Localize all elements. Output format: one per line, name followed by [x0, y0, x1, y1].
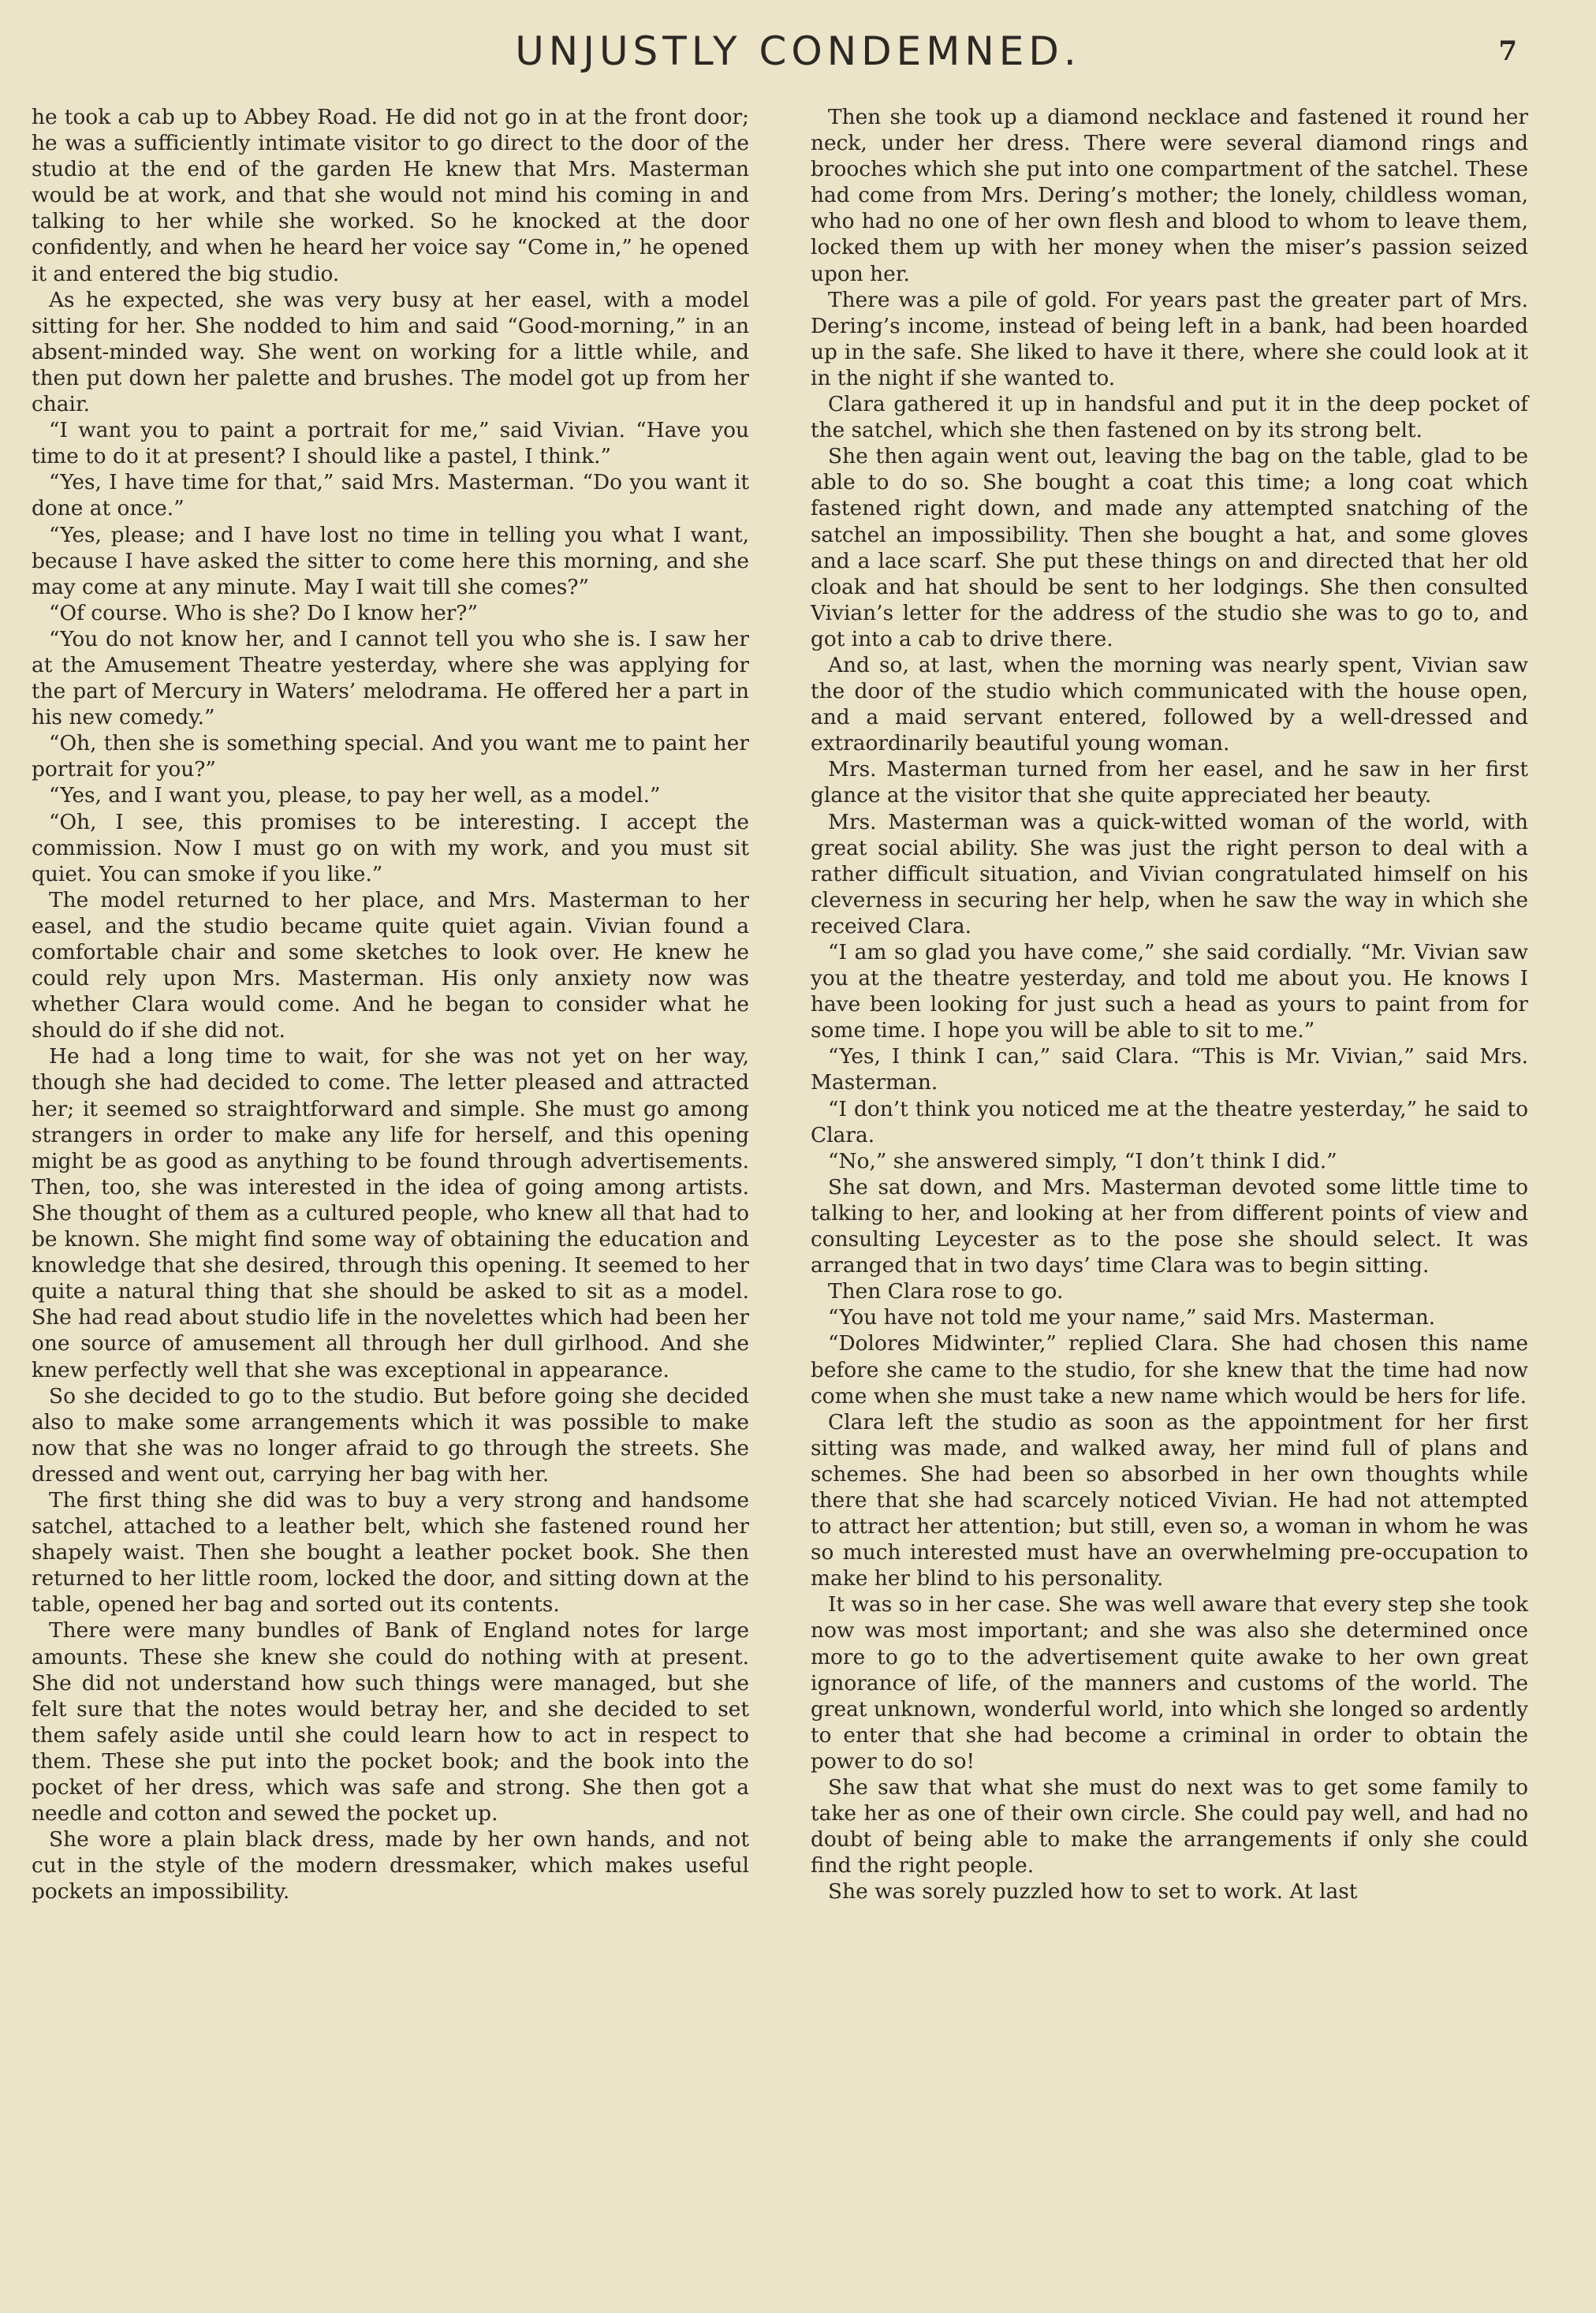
paragraph: It was so in her case. She was well aware that every step she took now was most important; and she was also she determined once more to go to the advertisement quite awake to her own great ignorance of life, of the manners and customs of the world. The great unknown, wonderful world, into which she longed so ardently to enter that she had become a criminal in order to obtain the power to do so! [811, 1592, 1528, 1774]
paragraph: “Yes, I think I can,” said Clara. “This is Mr. Vivian,” said Mrs. Masterman. [811, 1044, 1528, 1095]
paragraph: “You have not told me your name,” said Mrs. Masterman. [828, 1305, 1436, 1330]
paragraph: And so, at last, when the morning was nearly spent, Vivian saw the door of the studio which communicated with the house open, and a maid servant entered, followed by a well-dressed and extraordinarily beautiful young woman. [811, 652, 1528, 756]
paragraph: As he expected, she was very busy at her easel, with a model sitting for her. She nodded to him and said “Good-morning,” in an absent-minded way. She went on working for a little while, and then put down her palette and brushes. The model got up from her chair. [32, 287, 749, 417]
paragraph: “I want you to paint a portrait for me,” said Vivian. “Have you time to do it at present? I should like a pastel, I think.” [32, 418, 749, 469]
paragraph: he took a cab up to Abbey Road. He did not go in at the front door; he was a sufficiently intimate visitor to go direct to the door of the studio at the end of the garden He knew that Mrs. Masterman would be at work, and that she would not mind his coming in and talking to her while she worked. So he knocked at the door confidently, and when he heard her voice say “Come in,” he opened it and entered the big studio. [32, 105, 749, 286]
paragraph: There were many bundles of Bank of England notes for large amounts. These she knew she could do nothing with at present. She did not understand how such things were managed, but she felt sure that the notes would betray her, and she decided to set them safely aside until she could learn how to act in respect to them. These she put into the pocket book; and the book into the pocket of her dress, which was safe and strong. She then got a needle and cotton and sewed the pocket up. [32, 1618, 749, 1826]
paragraph: Mrs. Masterman turned from her easel, and he saw in her first glance at the visitor that she quite appreciated her beauty. [811, 757, 1528, 808]
running-head [0, 24, 1596, 79]
paragraph: She was sorely puzzled how to set to work. At last [828, 1879, 1358, 1904]
paragraph: She sat down, and Mrs. Masterman devoted some little time to talking to her, and looking at her from different points of view and consulting Leycester as to the pose she should select. It was arranged that in two days’ time Clara was to begin sitting. [811, 1174, 1528, 1278]
paragraph: Clara left the studio as soon as the appointment for her first sitting was made, and walked away, her mind full of plans and schemes. She had been so absorbed in her own thoughts while there that she had scarcely noticed Vivian. He had not attempted to attract her attention; but still, even so, a woman in whom he was so much interested must have an overwhelming pre-occupation to make her blind to his personality. [811, 1409, 1528, 1591]
left-column [32, 104, 749, 1904]
paragraph: “I don’t think you noticed me at the theatre yesterday,” he said to Clara. [811, 1096, 1528, 1147]
paragraph: “No,” she answered simply, “I don’t think I did.” [828, 1148, 1337, 1173]
paragraph: “Oh, I see, this promises to be interesting. I accept the commission. Now I must go on with my work, and you must sit quiet. You can smoke if you like.” [32, 809, 749, 886]
paragraph: There was a pile of gold. For years past the greater part of Mrs. Dering’s income, instead of being left in a bank, had been hoarded up in the safe. She liked to have it there, where she could look at it in the night if she wanted to. [811, 287, 1528, 390]
paragraph: She saw that what she must do next was to get some family to take her as one of their own circle. She could pay well, and had no doubt of being able to make the arrangements if only she could find the right people. [811, 1775, 1528, 1878]
paragraph: “Of course. Who is she? Do I know her?” [49, 600, 478, 625]
paragraph: Mrs. Masterman was a quick-witted woman of the world, with great social ability. She was just the right person to deal with a rather difficult situation, and Vivian congratulated himself on his cleverness in securing her help, when he saw the way in which she received Clara. [811, 809, 1528, 938]
paragraph: “Yes, I have time for that,” said Mrs. Masterman. “Do you want it done at once.” [32, 470, 749, 521]
paragraph: “Dolores Midwinter,” replied Clara. She had chosen this name before she came to the studio, for she knew that the time had now come when she must take a new name which would be hers for life. [811, 1331, 1528, 1408]
paragraph: “Yes, please; and I have lost no time in telling you what I want, because I have asked the sitter to come here this morning, and she may come at any minute. May I wait till she comes?” [32, 522, 749, 599]
paragraph: The first thing she did was to buy a very strong and handsome satchel, attached to a leather belt, which she fastened round her shapely waist. Then she bought a leather pocket book. She then returned to her little room, locked the door, and sitting down at the table, opened her bag and sorted out its contents. [32, 1487, 749, 1617]
right-column [811, 104, 1528, 1904]
paragraph: So she decided to go to the studio. But before going she decided also to make some arrangements which it was possible to make now that she was no longer afraid to go through the streets. She dressed and went out, carrying her bag with her. [32, 1383, 749, 1487]
paragraph: She wore a plain black dress, made by her own hands, and not cut in the style of the modern dressmaker, which makes useful pockets an impossibility. [32, 1827, 749, 1904]
paragraph: “I am so glad you have come,” she said cordially. “Mr. Vivian saw you at the theatre yesterday, and told me about you. He knows I have been looking for just such a head as yours to paint from for some time. I hope you will be able to sit to me.” [811, 940, 1528, 1043]
paragraph: He had a long time to wait, for she was not yet on her way, though she had decided to come. The letter pleased and attracted her; it seemed so straightforward and simple. She must go among strangers in order to make any life for herself, and this opening might be as good as anything to be found through advertisements. Then, too, she was interested in the idea of going among artists. She thought of them as a cultured people, who knew all that had to be known. She might find some way of obtaining the education and knowledge that she desired, through this opening. It seemed to her quite a natural thing that she should be asked to sit as a model. She had read about studio life in the novelettes which had been her one source of amusement all through her dull girlhood. And she knew perfectly well that she was exceptional in appearance. [32, 1044, 749, 1382]
paragraph: “Yes, and I want you, please, to pay her well, as a model.” [49, 783, 661, 808]
paragraph: Then she took up a diamond necklace and fastened it round her neck, under her dress. There were several diamond rings and brooches which she put into one compartment of the satchel. These had come from Mrs. Dering’s mother; the lonely, childless woman, who had no one of her own flesh and blood to whom to leave them, locked them up with her money when the miser’s passion seized upon her. [811, 105, 1528, 286]
paragraph: Clara gathered it up in handsful and put it in the deep pocket of the satchel, which she then fastened on by its strong belt. [811, 392, 1528, 443]
paragraph: “Oh, then she is something special. And you want me to paint her portrait for you?” [32, 731, 749, 782]
page-number: 7 [1498, 35, 1517, 67]
paragraph: Then Clara rose to go. [828, 1279, 1064, 1304]
running-title: UNJUSTLY CONDEMNED. [515, 28, 1081, 74]
paragraph: She then again went out, leaving the bag on the table, glad to be able to do so. She bought a coat this time; a long coat which fastened right down, and made any attempted snatching of the satchel an impossibility. Then she bought a hat, and some gloves and a lace scarf. She put these things on and directed that her old cloak and hat should be sent to her lodgings. She then consulted Vivian’s letter for the address of the studio she was to go to, and got into a cab to drive there. [811, 444, 1528, 651]
paragraph: The model returned to her place, and Mrs. Masterman to her easel, and the studio became quite quiet again. Vivian found a comfortable chair and some sketches to look over. He knew he could rely upon Mrs. Masterman. His only anxiety now was whether Clara would come. And he began to consider what he should do if she did not. [32, 887, 749, 1043]
paragraph: “You do not know her, and I cannot tell you who she is. I saw her at the Amusement Theatre yesterday, where she was applying for the part of Mercury in Waters’ melodrama. He offered her a part in his new comedy.” [32, 626, 749, 730]
